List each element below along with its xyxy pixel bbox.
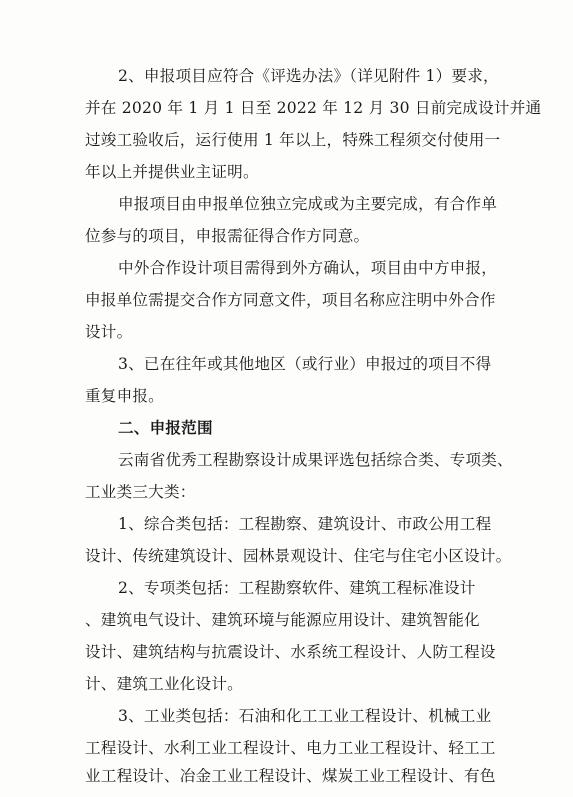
paragraph-line: 年以上并提供业主证明。 (85, 163, 259, 181)
paragraph-line: 设计、传统建筑设计、园林景观设计、住宅与住宅小区设计。 (85, 547, 512, 565)
paragraph-line: 中外合作设计项目需得到外方确认，项目由中方申报， (118, 259, 498, 277)
paragraph-line: 设计、建筑结构与抗震设计、水系统工程设计、人防工程设 (85, 643, 496, 661)
paragraph-line: 设计。 (85, 323, 133, 341)
paragraph-line: 云南省优秀工程勘察设计成果评选包括综合类、专项类、 (118, 451, 513, 469)
paragraph-line: 、建筑电气设计、建筑环境与能源应用设计、建筑智能化 (85, 611, 480, 629)
paragraph-line: 申报单位需提交合作方同意文件，项目名称应注明中外合作 (85, 291, 496, 309)
section-heading: 二、申报范围 (118, 418, 213, 437)
paragraph-line: 工业类三大类： (85, 483, 196, 501)
paragraph-line: 并在 2020 年 1 月 1 日至 2022 年 12 月 30 日前完成设计并通 (85, 99, 542, 117)
paragraph-line: 过竣工验收后，运行使用 1 年以上，特殊工程须交付使用一 (85, 131, 501, 149)
paragraph-line: 业工程设计、冶金工业工程设计、煤炭工业工程设计、有色 (85, 767, 496, 785)
paragraph-line: 1、综合类包括：工程勘察、建筑设计、市政公用工程 (118, 515, 492, 533)
paragraph-line: 工程设计、水利工业工程设计、电力工业工程设计、轻工工 (85, 739, 496, 757)
paragraph-line: 申报项目由申报单位独立完成或为主要完成，有合作单 (118, 195, 498, 213)
paragraph-line: 3、工业类包括：石油和化工工业工程设计、机械工业 (118, 707, 492, 725)
paragraph-line: 2、专项类包括：工程勘察软件、建筑工程标准设计 (118, 579, 476, 597)
paragraph-line: 位参与的项目，申报需征得合作方同意。 (85, 227, 370, 245)
paragraph-line: 计、建筑工业化设计。 (85, 675, 243, 693)
paragraph-line: 2、申报项目应符合《评选办法》（详见附件 1）要求， (118, 67, 499, 85)
paragraph-line: 3、已在往年或其他地区（或行业）申报过的项目不得 (118, 355, 492, 373)
paragraph-line: 重复申报。 (85, 387, 164, 405)
